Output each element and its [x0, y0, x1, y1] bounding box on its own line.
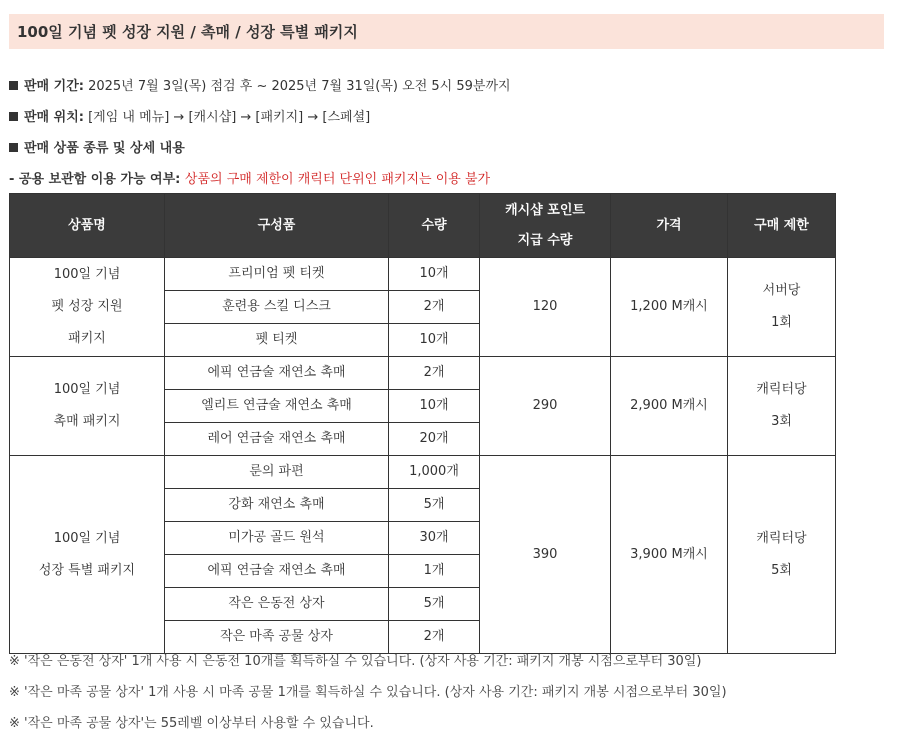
footnote-silver-coin-box: ※ '작은 은동전 상자' 1개 사용 시 은동전 10개를 획득하실 수 있습니다. (상자 사용 기간: 패키지 개봉 시점으로부터 30일): [9, 654, 702, 669]
header-points: 캐시샵 포인트 지급 수량: [480, 194, 611, 258]
sale-location-label: 판매 위치:: [24, 110, 84, 125]
header-product-name: 상품명: [10, 194, 165, 258]
storage-label: - 공용 보관함 이용 가능 여부:: [9, 172, 185, 187]
header-price: 가격: [611, 194, 728, 258]
product-name-cell: 100일 기념 촉매 패키지: [10, 357, 165, 456]
page-title: 100일 기념 펫 성장 지원 / 촉매 / 성장 특별 패키지: [9, 14, 884, 49]
component-cell: 프리미엄 펫 티켓: [165, 258, 389, 291]
price-cell: 3,900 M캐시: [611, 456, 728, 654]
square-bullet-icon: [9, 112, 18, 121]
points-cell: 390: [480, 456, 611, 654]
component-cell: 강화 재연소 촉매: [165, 489, 389, 522]
quantity-cell: 20개: [389, 423, 480, 456]
table-row: [10, 258, 836, 291]
footnote-demon-tribute-box: ※ '작은 마족 공물 상자' 1개 사용 시 마족 공물 1개를 획득하실 수 있습니다. (상자 사용 기간: 패키지 개봉 시점으로부터 30일): [9, 685, 727, 700]
quantity-cell: 10개: [389, 390, 480, 423]
product-name-cell: 100일 기념 펫 성장 지원 패키지: [10, 258, 165, 357]
product-name-cell: 100일 기념 성장 특별 패키지: [10, 456, 165, 654]
storage-value: 상품의 구매 제한이 캐릭터 단위인 패키지는 이용 불가: [184, 172, 491, 187]
square-bullet-icon: [9, 81, 18, 90]
quantity-cell: 1,000개: [389, 456, 480, 489]
table-header-row: [10, 194, 836, 258]
table-row: [10, 357, 836, 390]
quantity-cell: 30개: [389, 522, 480, 555]
quantity-cell: 5개: [389, 489, 480, 522]
table-row: [10, 456, 836, 489]
sale-period-label: 판매 기간:: [24, 79, 84, 94]
component-cell: 펫 티켓: [165, 324, 389, 357]
component-cell: 룬의 파편: [165, 456, 389, 489]
quantity-cell: 2개: [389, 621, 480, 654]
storage-availability: [9, 168, 490, 187]
points-cell: 290: [480, 357, 611, 456]
quantity-cell: 5개: [389, 588, 480, 621]
price-cell: 2,900 M캐시: [611, 357, 728, 456]
footnote-level-requirement: ※ '작은 마족 공물 상자'는 55레벨 이상부터 사용할 수 있습니다.: [9, 716, 374, 731]
points-cell: 120: [480, 258, 611, 357]
sale-location: [9, 106, 370, 125]
price-cell: 1,200 M캐시: [611, 258, 728, 357]
component-cell: 레어 연금술 재연소 촉매: [165, 423, 389, 456]
sale-period: [9, 75, 511, 94]
component-cell: 엘리트 연금술 재연소 촉매: [165, 390, 389, 423]
sale-location-value: [게임 내 메뉴] → [캐시샵] → [패키지] → [스페셜]: [83, 110, 371, 125]
product-details-label: 판매 상품 종류 및 상세 내용: [24, 141, 185, 156]
header-purchase-limit: 구매 제한: [728, 194, 836, 258]
quantity-cell: 10개: [389, 324, 480, 357]
quantity-cell: 2개: [389, 357, 480, 390]
limit-cell: 캐릭터당 3회: [728, 357, 836, 456]
component-cell: 에픽 연금술 재연소 촉매: [165, 555, 389, 588]
package-table: [9, 193, 836, 654]
component-cell: 에픽 연금술 재연소 촉매: [165, 357, 389, 390]
component-cell: 작은 은동전 상자: [165, 588, 389, 621]
component-cell: 훈련용 스킬 디스크: [165, 291, 389, 324]
quantity-cell: 10개: [389, 258, 480, 291]
limit-cell: 캐릭터당 5회: [728, 456, 836, 654]
product-details-heading: [9, 137, 185, 156]
header-quantity: 수량: [389, 194, 480, 258]
quantity-cell: 1개: [389, 555, 480, 588]
quantity-cell: 2개: [389, 291, 480, 324]
sale-period-value: 2025년 7월 3일(목) 점검 후 ~ 2025년 7월 31일(목) 오전 5시 59분까지: [83, 79, 511, 94]
component-cell: 미가공 골드 원석: [165, 522, 389, 555]
square-bullet-icon: [9, 143, 18, 152]
limit-cell: 서버당 1회: [728, 258, 836, 357]
component-cell: 작은 마족 공물 상자: [165, 621, 389, 654]
header-components: 구성품: [165, 194, 389, 258]
